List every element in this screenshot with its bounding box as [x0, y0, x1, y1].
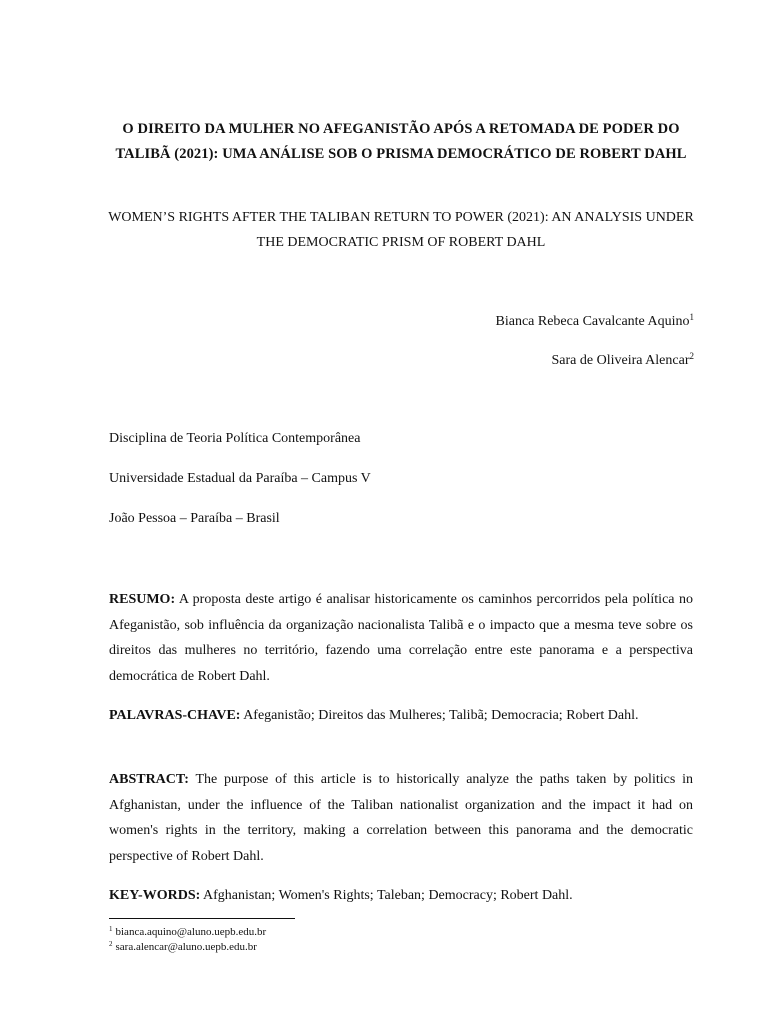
footnote-1-mark: 1 — [109, 925, 113, 933]
footnote-2 — [109, 940, 257, 953]
author-2 — [552, 351, 695, 369]
palavras-chave-text: Afeganistão; Direitos das Mulheres; Talibã; Democracia; Robert Dahl. — [240, 708, 639, 723]
resumo-paragraph — [109, 587, 693, 689]
title-english: WOMEN’S RIGHTS AFTER THE TALIBAN RETURN TO POWER (2021): AN ANALYSIS UNDER THE DEMOCRATIC PRISM OF ROBERT DAHL — [108, 210, 694, 250]
palavras-chave-paragraph — [109, 703, 693, 729]
author-1 — [496, 312, 694, 330]
footnote-2-email: sara.alencar@aluno.uepb.edu.br — [115, 941, 257, 953]
abstract-paragraph — [109, 767, 693, 869]
resumo-label: RESUMO: — [109, 592, 176, 607]
author-2-footnote-mark: 2 — [689, 351, 694, 361]
key-words-label: KEY-WORDS: — [109, 888, 201, 903]
footnote-1-email: bianca.aquino@aluno.uepb.edu.br — [115, 926, 267, 938]
author-1-footnote-mark: 1 — [689, 312, 694, 322]
footnote-2-mark: 2 — [109, 940, 113, 948]
key-words-paragraph — [109, 883, 693, 909]
affiliation-location: João Pessoa – Paraíba – Brasil — [109, 511, 280, 526]
affiliation-university: Universidade Estadual da Paraíba – Campus V — [109, 471, 371, 486]
abstract-label: ABSTRACT: — [109, 772, 189, 787]
abstract-text: The purpose of this article is to historically analyze the paths taken by politics in Afghanistan, under the influence of the Taliban nationalist organization and the impact it had on women's rights in the territory, making a correlation between this panorama and the democratic perspective of Robert Dahl. — [109, 772, 693, 864]
author-1-name: Bianca Rebeca Cavalcante Aquino — [495, 314, 690, 329]
footnote-1 — [109, 925, 266, 938]
affiliation-course: Disciplina de Teoria Política Contemporânea — [109, 431, 361, 446]
title-portuguese: O DIREITO DA MULHER NO AFEGANISTÃO APÓS A RETOMADA DE PODER DO TALIBÃ (2021): UMA ANÁLISE SOB O PRISMA DEMOCRÁTICO DE ROBERT DAHL — [115, 121, 687, 162]
footnote-separator — [109, 918, 295, 919]
resumo-text: A proposta deste artigo é analisar historicamente os caminhos percorridos pela política no Afeganistão, sob influência da organização nacionalista Talibã e o impacto que a mesma teve sobre os direitos das mulheres no território, fazendo uma correlação entre este panorama e a perspectiva democrática de Robert Dahl. — [109, 592, 693, 684]
author-2-name: Sara de Oliveira Alencar — [551, 353, 690, 368]
key-words-text: Afghanistan; Women's Rights; Taleban; Democracy; Robert Dahl. — [200, 888, 573, 903]
palavras-chave-label: PALAVRAS-CHAVE: — [109, 708, 241, 723]
